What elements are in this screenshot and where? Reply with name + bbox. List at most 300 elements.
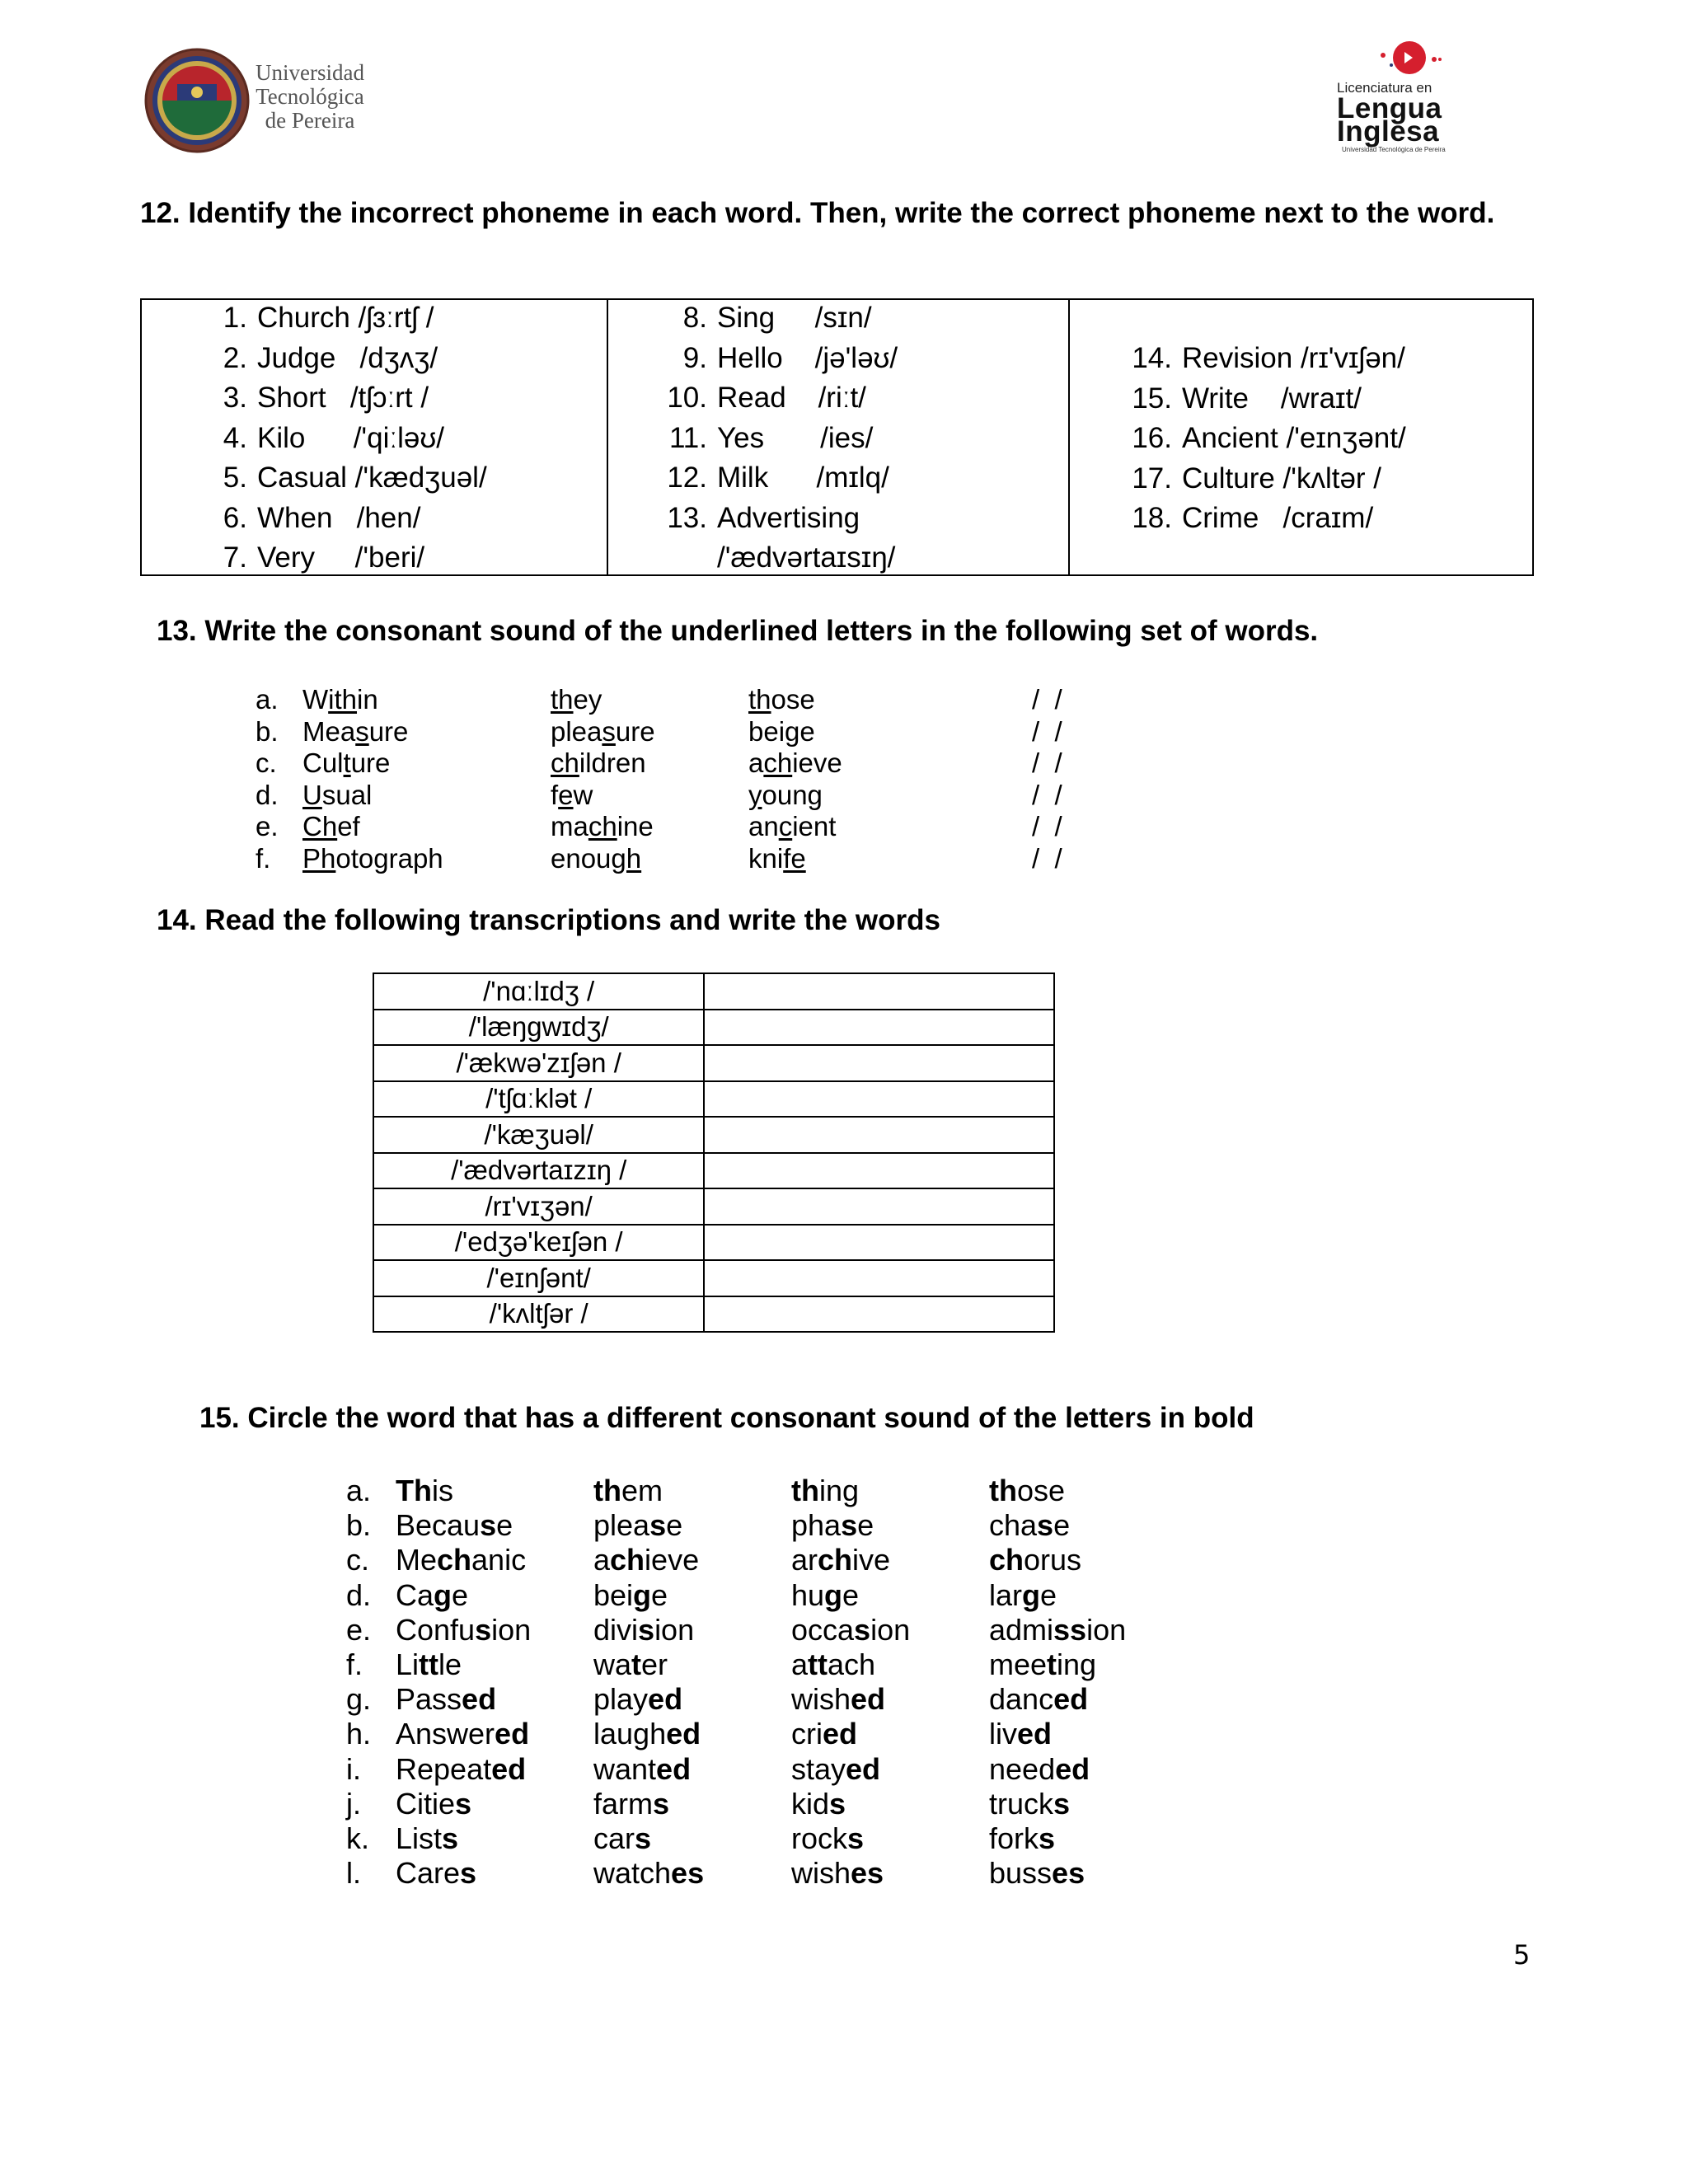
table-row	[373, 1188, 1054, 1225]
word-part: Citie	[396, 1786, 456, 1821]
word-part: kid	[791, 1786, 830, 1821]
item-word-transcription: Crime /craɪm/	[1182, 502, 1374, 534]
highlighted-letters: es	[1052, 1856, 1085, 1891]
ex12-item	[1132, 500, 1374, 537]
word-part: buss	[989, 1856, 1053, 1891]
word-part: ef	[337, 811, 360, 842]
highlighted-letters: ed	[491, 1751, 527, 1786]
highlighted-letters: ed	[851, 1682, 886, 1717]
word-part: Mea	[302, 715, 356, 747]
word-part: W	[302, 684, 329, 715]
word-option[interactable]	[396, 1752, 526, 1787]
ex12-table	[140, 298, 1534, 576]
word-part: a	[593, 1543, 611, 1577]
bold-letter-word	[593, 1613, 694, 1647]
word-part: Care	[396, 1856, 461, 1891]
word-option[interactable]	[593, 1717, 701, 1751]
word-option[interactable]	[791, 1856, 884, 1891]
item-word-transcription: Read /riːt/	[717, 382, 866, 414]
table-row	[373, 973, 1054, 1010]
table-row	[373, 1225, 1054, 1261]
word-option[interactable]	[593, 1543, 699, 1577]
item-number: 6.	[223, 501, 247, 534]
word-part: em	[621, 1474, 663, 1507]
highlighted-letters: fe	[783, 843, 806, 874]
item-letter: c.	[346, 1543, 370, 1577]
word-part: divi	[593, 1612, 639, 1647]
ex14-title: 14. Read the following transcriptions and write the words	[157, 904, 940, 936]
transcription-cell: /'eɪnʃənt/	[373, 1260, 704, 1296]
program-title-line1: Lengua	[1337, 92, 1442, 124]
word-part: Pass	[396, 1682, 462, 1717]
highlighted-letters: ed	[666, 1717, 701, 1751]
bold-letter-word	[396, 1508, 513, 1542]
word-option[interactable]	[791, 1474, 859, 1508]
word-option[interactable]	[593, 1682, 682, 1717]
word-option[interactable]	[396, 1682, 496, 1717]
underlined-word	[302, 716, 408, 747]
underlined-word	[551, 780, 593, 810]
word-option[interactable]	[989, 1821, 1055, 1856]
answer-slot[interactable]: / /	[1032, 684, 1062, 715]
item-word-transcription: Short /tʃɔːrt /	[257, 382, 429, 414]
transcription-cell: /'ækwə'zɪʃən /	[373, 1045, 704, 1081]
word-part: ing	[1057, 1647, 1097, 1681]
word-option[interactable]	[791, 1613, 910, 1647]
word-part: e	[496, 1508, 513, 1543]
item-number: 8.	[682, 302, 707, 334]
word-cell	[748, 684, 815, 715]
ex12-item	[1132, 461, 1382, 497]
item-word-transcription: Milk /mɪlq/	[717, 462, 889, 494]
word-part: ine	[617, 811, 654, 842]
word-option[interactable]	[791, 1543, 890, 1577]
table-row	[373, 1153, 1054, 1189]
word-cell	[302, 780, 372, 811]
word-option[interactable]	[989, 1613, 1126, 1647]
item-number: 13.	[667, 501, 707, 534]
word-part: wa	[593, 1647, 632, 1681]
ex12-divider	[1068, 300, 1070, 574]
item-number: 1.	[223, 302, 247, 334]
highlighted-letters: ed	[1017, 1717, 1053, 1751]
word-option[interactable]	[396, 1613, 531, 1647]
transcription-cell: /'kæʒuəl/	[373, 1117, 704, 1153]
word-option[interactable]	[396, 1787, 471, 1821]
item-letter: k.	[346, 1821, 370, 1855]
word-option[interactable]	[396, 1856, 476, 1891]
item-number: 9.	[682, 341, 707, 374]
word-option[interactable]	[593, 1508, 682, 1543]
highlighted-letters: s	[847, 1821, 865, 1855]
bold-letter-word	[791, 1682, 885, 1716]
table-row	[373, 1010, 1054, 1046]
highlighted-letters: c	[778, 811, 793, 842]
highlighted-letters: U	[302, 779, 322, 810]
item-number: 15.	[1132, 382, 1172, 415]
word-option[interactable]	[593, 1578, 668, 1613]
item-number: 16.	[1132, 422, 1172, 454]
transcription-cell: /'edʒə'keɪʃən /	[373, 1225, 704, 1261]
word-option[interactable]	[593, 1752, 691, 1787]
bold-letter-word	[593, 1543, 699, 1577]
highlighted-letters: ith	[328, 684, 358, 715]
word-part: liv	[989, 1717, 1017, 1751]
word-part: ient	[792, 811, 837, 842]
word-part: fork	[989, 1821, 1039, 1855]
word-part: e	[1053, 1508, 1071, 1543]
bold-letter-word	[593, 1856, 704, 1890]
word-option[interactable]	[593, 1787, 669, 1821]
highlighted-letters: ed	[462, 1682, 497, 1717]
highlighted-letters: g	[434, 1577, 452, 1612]
answer-slot[interactable]: / /	[1032, 843, 1062, 874]
bold-letter-word	[396, 1682, 496, 1716]
bold-letter-word	[593, 1717, 701, 1750]
underlined-word	[551, 716, 655, 747]
bold-letter-word	[396, 1787, 471, 1821]
answer-slot[interactable]: / /	[1032, 811, 1062, 842]
item-word-transcription: Kilo /'qiːləʊ/	[257, 421, 444, 454]
ex12-item	[223, 460, 487, 496]
answer-slot[interactable]: / /	[1032, 779, 1062, 810]
word-part: e	[1040, 1577, 1057, 1612]
bold-letter-word	[593, 1578, 668, 1612]
word-option[interactable]	[989, 1787, 1070, 1821]
item-number: 2.	[223, 341, 247, 374]
word-part: w	[573, 779, 593, 810]
ex12-item	[667, 500, 860, 537]
word-part: ing	[818, 1474, 860, 1507]
highlighted-letters: s	[649, 1508, 667, 1543]
word-option[interactable]	[396, 1578, 468, 1613]
item-number: 12.	[667, 462, 707, 494]
page-number: 5	[1513, 1939, 1531, 1971]
word-part: truck	[989, 1786, 1054, 1821]
word-part: enou	[551, 843, 612, 874]
word-part: ure	[368, 715, 409, 747]
highlighted-letters: s	[854, 1612, 871, 1647]
highlighted-letters: th	[593, 1474, 621, 1507]
highlighted-letters: es	[851, 1856, 884, 1891]
highlighted-letters: ed	[648, 1682, 683, 1717]
bold-letter-word	[791, 1856, 884, 1890]
word-part: farm	[593, 1786, 653, 1821]
highlighted-letters: s	[635, 1821, 652, 1855]
word-part: bei	[593, 1577, 634, 1612]
ex12-item	[682, 300, 872, 336]
highlighted-letters: s	[638, 1612, 655, 1647]
word-part: ma	[551, 811, 588, 842]
answer-cell[interactable]	[704, 1010, 1054, 1046]
answer-cell[interactable]	[704, 973, 1054, 1010]
item-word-transcription: Advertising	[717, 501, 860, 534]
word-option[interactable]	[791, 1647, 875, 1682]
ex15-title: 15. Circle the word that has a different consonant sound of the letters in bold	[199, 1402, 1254, 1434]
item-number: 10.	[667, 382, 707, 414]
item-word-transcription: /'ædvərtaɪsɪŋ/	[717, 541, 896, 574]
highlighted-letters: ch	[437, 1543, 472, 1577]
bold-letter-word	[593, 1508, 682, 1542]
word-part: ose	[771, 684, 815, 715]
word-option[interactable]	[593, 1856, 704, 1891]
word-part: a	[748, 748, 764, 779]
item-number: 7.	[223, 541, 247, 574]
word-cell	[551, 748, 646, 779]
transcription-cell: /'nɑːlɪdʒ /	[373, 973, 704, 1010]
bold-letter-word	[791, 1508, 874, 1542]
word-option[interactable]	[791, 1821, 864, 1856]
word-part: ieve	[645, 1543, 700, 1577]
item-letter: a.	[346, 1474, 372, 1507]
word-part: wish	[791, 1856, 851, 1891]
word-cell	[551, 843, 641, 874]
item-letter: d.	[256, 779, 279, 810]
ex12-item	[223, 500, 421, 537]
word-option[interactable]	[989, 1856, 1085, 1891]
word-option[interactable]	[989, 1578, 1057, 1613]
item-word-transcription: Casual /'kædʒuəl/	[257, 462, 487, 494]
highlighted-letters: g	[824, 1577, 843, 1612]
ex12-item	[667, 380, 866, 416]
highlighted-letters: ch	[989, 1543, 1025, 1577]
highlighted-letters: g	[785, 715, 800, 747]
word-option[interactable]	[989, 1717, 1052, 1751]
word-part: ose	[1016, 1474, 1066, 1507]
ex12-item	[682, 340, 898, 377]
word-part: wish	[791, 1682, 851, 1717]
word-option[interactable]	[791, 1717, 857, 1751]
program-mark-icon	[1368, 37, 1442, 82]
word-part: anic	[471, 1543, 527, 1577]
word-part: ure	[615, 715, 655, 747]
program-university: Universidad Tecnológica de Pereira	[1342, 146, 1446, 153]
underlined-word	[551, 843, 641, 874]
answer-cell[interactable]	[704, 1081, 1054, 1118]
word-part: Li	[396, 1647, 420, 1681]
highlighted-letters: ed	[1055, 1751, 1090, 1786]
word-part: ach	[828, 1647, 876, 1681]
word-option[interactable]	[791, 1752, 880, 1787]
answer-cell[interactable]	[704, 1045, 1054, 1081]
word-cell	[748, 780, 823, 811]
word-option[interactable]	[593, 1821, 651, 1856]
word-option[interactable]	[593, 1613, 694, 1647]
word-part: an	[748, 811, 779, 842]
word-option[interactable]	[791, 1508, 874, 1543]
word-option[interactable]	[791, 1682, 885, 1717]
highlighted-letters: s	[355, 715, 369, 747]
underlined-word	[748, 780, 823, 810]
answer-slot[interactable]: / /	[1032, 748, 1062, 779]
word-option[interactable]	[396, 1647, 462, 1682]
highlighted-letters: g	[1022, 1577, 1041, 1612]
bold-letter-word	[989, 1578, 1057, 1612]
bold-letter-word	[396, 1578, 468, 1612]
word-part: car	[593, 1821, 635, 1855]
answer-cell[interactable]	[704, 1225, 1054, 1261]
answer-cell[interactable]	[704, 1117, 1054, 1153]
highlighted-letters: s	[1053, 1786, 1071, 1821]
bold-letter-word	[593, 1474, 663, 1507]
word-option[interactable]	[396, 1474, 453, 1508]
word-option[interactable]	[396, 1508, 513, 1543]
word-part: bei	[748, 715, 785, 747]
item-letter: j.	[346, 1786, 361, 1821]
word-part: a	[791, 1647, 809, 1681]
answer-cell[interactable]	[704, 1296, 1054, 1333]
word-part: lar	[989, 1577, 1023, 1612]
word-option[interactable]	[593, 1474, 663, 1508]
bold-letter-word	[791, 1613, 910, 1647]
underlined-word	[302, 843, 443, 874]
word-option[interactable]	[593, 1647, 668, 1682]
bold-letter-word	[989, 1474, 1065, 1507]
highlighted-letters: s	[460, 1856, 477, 1891]
bold-letter-word	[989, 1856, 1085, 1890]
highlighted-letters: s	[475, 1612, 492, 1647]
item-letter: e.	[256, 811, 279, 842]
underlined-word	[748, 843, 806, 874]
word-option[interactable]	[791, 1787, 846, 1821]
university-seal-icon	[144, 48, 250, 153]
word-part: hu	[791, 1577, 825, 1612]
word-part: pha	[791, 1508, 842, 1543]
item-word-transcription: Church /ʃɜːrtʃ /	[257, 302, 434, 334]
word-cell	[302, 748, 390, 779]
highlighted-letters: s	[480, 1508, 497, 1543]
underlined-word	[748, 748, 842, 778]
ex12-title: 12. Identify the incorrect phoneme in each word. Then, write the correct phoneme next to the word.	[140, 197, 1495, 229]
word-part: want	[593, 1751, 657, 1786]
item-word-transcription: Very /'beri/	[257, 541, 425, 574]
ex12-item	[717, 540, 895, 576]
bold-letter-word	[396, 1752, 526, 1786]
bold-letter-word	[593, 1787, 669, 1821]
bold-letter-word	[791, 1787, 846, 1821]
word-option[interactable]	[791, 1578, 859, 1613]
bold-letter-word	[989, 1787, 1070, 1821]
word-part: e	[651, 1577, 668, 1612]
answer-cell[interactable]	[704, 1153, 1054, 1189]
underlined-word	[302, 811, 360, 841]
highlighted-letters: ch	[588, 811, 617, 842]
highlighted-letters: th	[748, 684, 771, 715]
item-word-transcription: Sing /sɪn/	[717, 302, 872, 334]
word-cell	[748, 811, 836, 842]
ex13-title: 13. Write the consonant sound of the underlined letters in the following set of words.	[157, 615, 1319, 647]
answer-slot[interactable]: / /	[1032, 715, 1062, 747]
word-part: e	[799, 715, 815, 747]
highlighted-letters: tt	[419, 1647, 439, 1681]
underlined-word	[748, 716, 815, 747]
word-option[interactable]	[989, 1508, 1070, 1543]
answer-cell[interactable]	[704, 1188, 1054, 1225]
highlighted-letters: s	[455, 1786, 472, 1821]
item-word-transcription: Write /wraɪt/	[1182, 382, 1362, 415]
word-option[interactable]	[989, 1543, 1081, 1577]
highlighted-letters: t	[1047, 1647, 1057, 1681]
highlighted-letters: ch	[818, 1543, 853, 1577]
ex12-item	[1132, 381, 1362, 417]
highlighted-letters: ed	[1053, 1682, 1089, 1717]
word-part: plea	[593, 1508, 650, 1543]
word-cell	[551, 811, 654, 842]
underlined-word	[551, 684, 602, 715]
highlighted-letters: s	[442, 1821, 459, 1855]
highlighted-letters: ed	[495, 1717, 530, 1751]
word-part: watch	[593, 1856, 672, 1891]
item-letter: h.	[346, 1717, 372, 1751]
word-option[interactable]	[396, 1821, 458, 1856]
item-word-transcription: When /hen/	[257, 501, 421, 534]
word-part: orus	[1024, 1543, 1082, 1577]
word-option[interactable]	[396, 1717, 529, 1751]
item-word-transcription: Yes /ies/	[717, 421, 874, 454]
item-letter: i.	[346, 1751, 361, 1786]
word-cell	[302, 684, 378, 715]
word-option[interactable]	[396, 1543, 526, 1577]
word-part: ar	[791, 1543, 818, 1577]
bold-letter-word	[989, 1508, 1070, 1542]
highlighted-letters: ss	[1053, 1612, 1087, 1647]
item-number: 11.	[668, 421, 707, 454]
bold-letter-word	[396, 1647, 462, 1681]
bold-letter-word	[791, 1474, 859, 1507]
item-letter: f.	[346, 1647, 363, 1681]
ex12-item	[223, 540, 425, 576]
ex12-item	[1132, 340, 1405, 377]
highlighted-letters: es	[671, 1856, 705, 1891]
word-part: Confu	[396, 1612, 476, 1647]
word-cell	[551, 684, 602, 715]
item-word-transcription: Hello /jə'ləʊ/	[717, 341, 898, 374]
bold-letter-word	[396, 1856, 476, 1890]
word-option[interactable]	[989, 1752, 1090, 1787]
highlighted-letters: gh	[611, 843, 642, 874]
word-option[interactable]	[989, 1647, 1096, 1682]
word-part: plea	[551, 715, 603, 747]
word-cell	[551, 716, 655, 748]
answer-cell[interactable]	[704, 1260, 1054, 1296]
item-letter: b.	[256, 715, 279, 747]
bold-letter-word	[989, 1613, 1126, 1647]
item-word-transcription: Ancient /'eɪnʒənt/	[1182, 422, 1406, 454]
highlighted-letters: ed	[846, 1751, 881, 1786]
word-option[interactable]	[989, 1474, 1065, 1508]
highlighted-letters: ed	[823, 1717, 858, 1751]
bold-letter-word	[396, 1717, 529, 1750]
word-part: le	[438, 1647, 462, 1681]
highlighted-letters: th	[551, 684, 574, 715]
table-row	[373, 1296, 1054, 1333]
highlighted-letters: ch	[763, 748, 793, 779]
ex12-item	[668, 420, 874, 457]
word-option[interactable]	[989, 1682, 1088, 1717]
bold-letter-word	[791, 1821, 864, 1855]
highlighted-letters: t	[631, 1647, 642, 1681]
underlined-word	[302, 684, 378, 715]
bold-letter-word	[396, 1821, 458, 1855]
university-logo	[144, 48, 392, 155]
word-part: ion	[870, 1612, 911, 1647]
highlighted-letters: ch	[551, 748, 579, 779]
word-part: ure	[350, 748, 391, 779]
table-row	[373, 1117, 1054, 1153]
word-part: in	[357, 684, 378, 715]
word-part: ey	[573, 684, 603, 715]
word-part: Me	[396, 1543, 438, 1577]
